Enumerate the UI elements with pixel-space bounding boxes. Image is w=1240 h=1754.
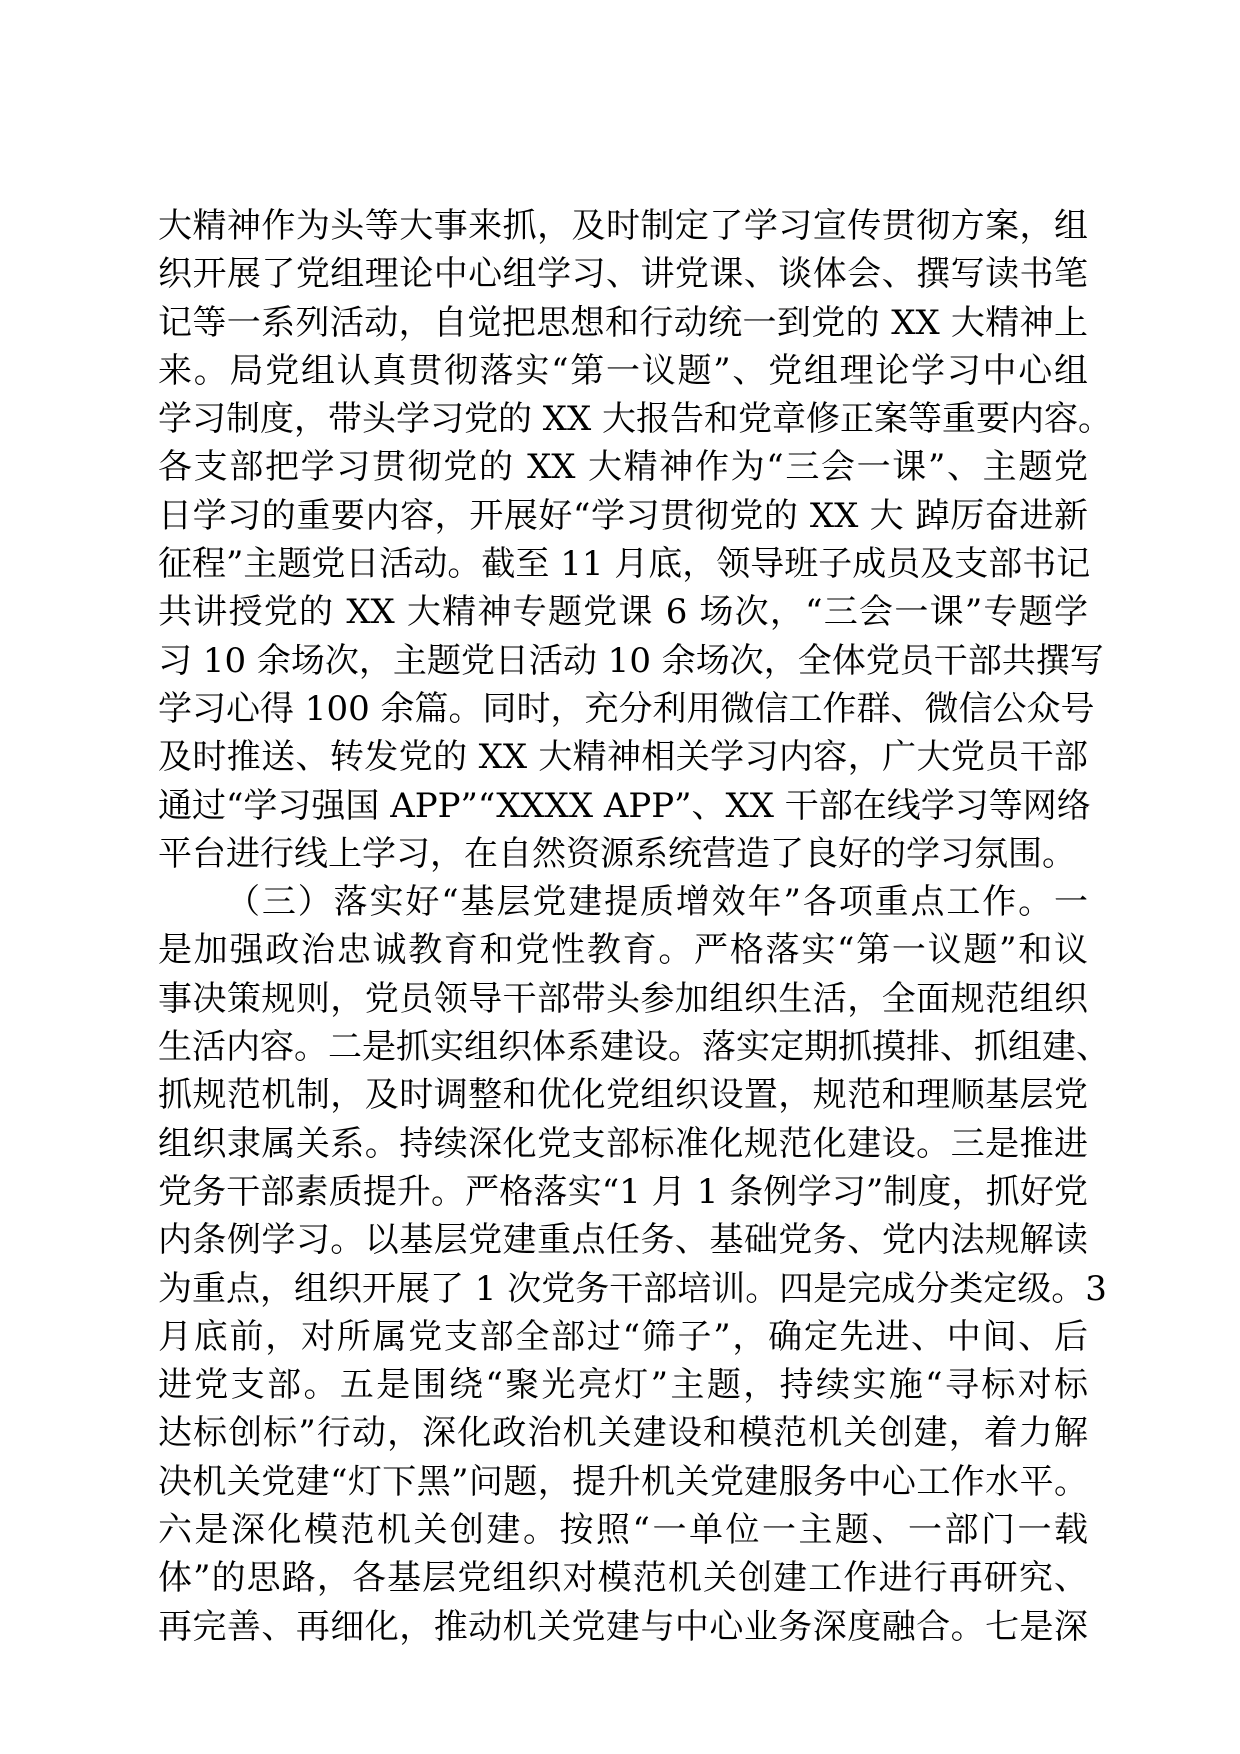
text-line: 内条例学习。以基层党建重点任务、基础党务、党内法规解读 bbox=[158, 1220, 1088, 1261]
text-line: 共讲授党的 XX 大精神专题党课 6 场次，“三会一课”专题学 bbox=[158, 592, 1088, 633]
text-line: 织开展了党组理论中心组学习、讲党课、谈体会、撰写读书笔 bbox=[158, 254, 1088, 295]
text-line: 平台进行线上学习，在自然资源系统营造了良好的学习氛围。 bbox=[158, 833, 1076, 874]
text-line: 抓规范机制，及时调整和优化党组织设置，规范和理顺基层党 bbox=[158, 1075, 1088, 1116]
text-line: 是加强政治忠诚教育和党性教育。严格落实“第一议题”和议 bbox=[158, 930, 1088, 971]
text-line: 各支部把学习贯彻党的 XX 大精神作为“三会一课”、主题党 bbox=[158, 447, 1088, 488]
text-line: 党务干部素质提升。严格落实“1 月 1 条例学习”制度，抓好党 bbox=[158, 1171, 1088, 1212]
body-text bbox=[158, 202, 1113, 1651]
text-line: 学习制度，带头学习党的 XX 大报告和党章修正案等重要内容。 bbox=[158, 399, 1113, 440]
text-line: 记等一系列活动，自觉把思想和行动统一到党的 XX 大精神上 bbox=[158, 302, 1088, 343]
text-line: 征程”主题党日活动。截至 11 月底，领导班子成员及支部书记 bbox=[158, 544, 1091, 585]
text-line: 月底前，对所属党支部全部过“筛子”，确定先进、中间、后 bbox=[158, 1316, 1088, 1357]
text-line: 进党支部。五是围绕“聚光亮灯”主题，持续实施“寻标对标 bbox=[158, 1365, 1088, 1406]
text-line: 来。局党组认真贯彻落实“第一议题”、党组理论学习中心组 bbox=[158, 350, 1088, 391]
text-line: 为重点，组织开展了 1 次党务干部培训。四是完成分类定级。3 bbox=[158, 1268, 1107, 1309]
text-line: 再完善、再细化，推动机关党建与中心业务深度融合。七是深 bbox=[158, 1606, 1088, 1647]
text-line: 生活内容。二是抓实组织体系建设。落实定期抓摸排、抓组建、 bbox=[158, 1027, 1110, 1068]
text-line: 通过“学习强国 APP”“XXXX APP”、XX 干部在线学习等网络 bbox=[158, 785, 1091, 826]
text-line: 习 10 余场次，主题党日活动 10 余场次，全体党员干部共撰写 bbox=[158, 640, 1104, 681]
text-line: 及时推送、转发党的 XX 大精神相关学习内容，广大党员干部 bbox=[158, 737, 1088, 778]
text-line: 六是深化模范机关创建。按照“一单位一主题、一部门一载 bbox=[158, 1510, 1088, 1551]
text-line: 达标创标”行动，深化政治机关建设和模范机关创建，着力解 bbox=[158, 1413, 1088, 1454]
text-line: 组织隶属关系。持续深化党支部标准化规范化建设。三是推进 bbox=[158, 1123, 1088, 1164]
text-line: 体”的思路，各基层党组织对模范机关创建工作进行再研究、 bbox=[158, 1558, 1088, 1599]
text-line: 大精神作为头等大事来抓，及时制定了学习宣传贯彻方案，组 bbox=[158, 206, 1088, 246]
text-line: 事决策规则，党员领导干部带头参加组织生活，全面规范组织 bbox=[158, 978, 1088, 1019]
section-heading-line: （三）落实好“基层党建提质增效年”各项重点工作。一 bbox=[226, 882, 1088, 923]
text-line: 决机关党建“灯下黑”问题，提升机关党建服务中心工作水平。 bbox=[158, 1461, 1088, 1502]
text-line: 日学习的重要内容，开展好“学习贯彻党的 XX 大 踔厉奋进新 bbox=[158, 495, 1088, 536]
text-line: 学习心得 100 余篇。同时，充分利用微信工作群、微信公众号 bbox=[158, 688, 1095, 729]
